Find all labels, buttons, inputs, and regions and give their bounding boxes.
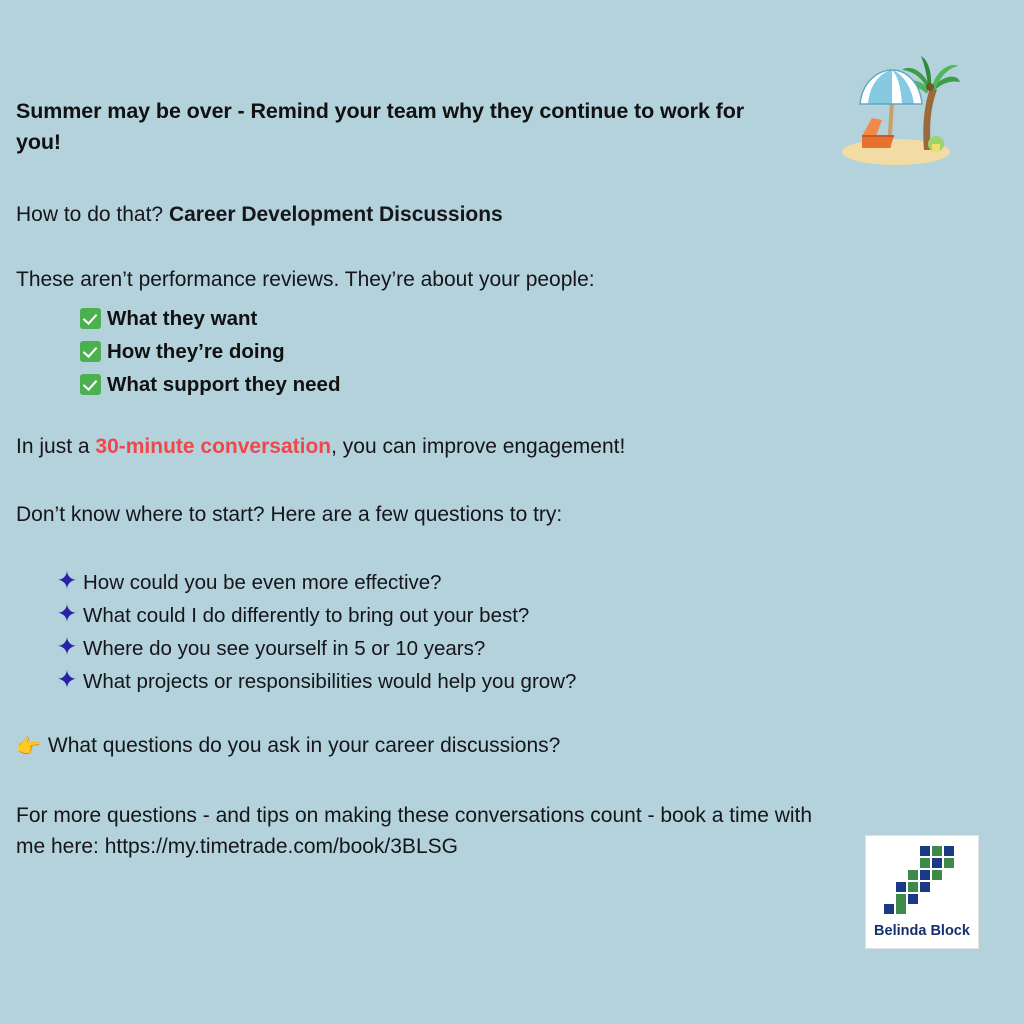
engagement-suffix: , you can improve engagement! bbox=[331, 435, 626, 458]
engagement-prefix: In just a bbox=[16, 435, 96, 458]
beach-umbrella-palm-tree-icon bbox=[832, 40, 960, 168]
brand-logo bbox=[866, 836, 978, 948]
question-label: What could I do differently to bring out your best? bbox=[83, 603, 530, 627]
list-item bbox=[52, 599, 576, 632]
booking-paragraph: For more questions - and tips on making these conversations count - book a time with me here: https://my.timetrade.com/book/3BLSG bbox=[16, 804, 813, 859]
call-to-action-question bbox=[16, 734, 560, 759]
sparkle-icon: ✦ bbox=[56, 666, 78, 694]
list-item bbox=[80, 302, 340, 335]
subheadline bbox=[16, 200, 503, 229]
question-label: How could you be even more effective? bbox=[83, 570, 442, 594]
brand-name: Belinda Block bbox=[874, 923, 970, 939]
pointing-hand-icon: 👉 bbox=[16, 736, 41, 758]
sparkle-icon: ✦ bbox=[56, 567, 78, 595]
list-item bbox=[52, 665, 576, 698]
check-mark-green-icon bbox=[80, 374, 101, 395]
sparkle-icon: ✦ bbox=[56, 600, 78, 628]
sparkle-icon: ✦ bbox=[56, 633, 78, 661]
list-item bbox=[80, 368, 340, 401]
where-to-start-text: Don’t know where to start? Here are a few questions to try: bbox=[16, 503, 563, 526]
engagement-statement bbox=[16, 435, 625, 459]
checklist-item-label: What support they need bbox=[107, 372, 341, 396]
list-item bbox=[52, 566, 576, 599]
check-mark-green-icon bbox=[80, 341, 101, 362]
list-item bbox=[52, 632, 576, 665]
question-label: Where do you see yourself in 5 or 10 years? bbox=[83, 636, 486, 660]
belinda-block-logo-icon bbox=[876, 844, 968, 916]
list-item bbox=[80, 335, 340, 368]
question-list bbox=[52, 566, 576, 698]
intro-text: These aren’t performance reviews. They’re about your people: bbox=[16, 268, 595, 291]
engagement-highlight: 30-minute conversation bbox=[95, 435, 332, 458]
headline: Summer may be over - Remind your team why they continue to work for you! bbox=[16, 99, 745, 154]
checklist bbox=[80, 302, 340, 401]
subheadline-lead: How to do that? bbox=[16, 203, 169, 226]
subheadline-emphasis: Career Development Discussions bbox=[168, 203, 503, 226]
question-label: What projects or responsibilities would help you grow? bbox=[83, 669, 577, 693]
checklist-item-label: How they’re doing bbox=[107, 339, 285, 363]
checklist-item-label: What they want bbox=[107, 306, 258, 330]
call-to-action-label: What questions do you ask in your career discussions? bbox=[47, 734, 561, 757]
check-mark-green-icon bbox=[80, 308, 101, 329]
